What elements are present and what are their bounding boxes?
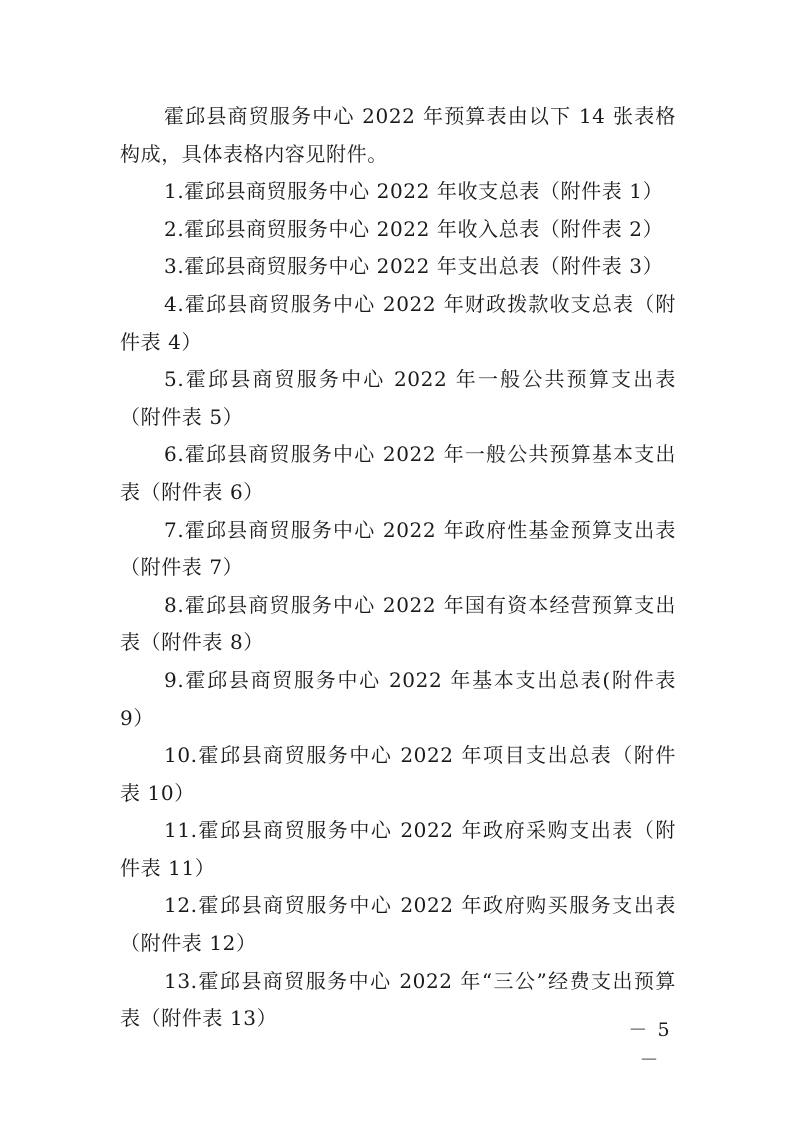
list-item: 7.霍邱县商贸服务中心 2022 年政府性基金预算支出表（附件表 7） [120, 517, 676, 580]
intro-paragraph: 霍邱县商贸服务中心 2022 年预算表由以下 14 张表格构成，具体表格内容见附件。 [120, 104, 676, 166]
list-item: 1.霍邱县商贸服务中心 2022 年收支总表（附件表 1） [164, 179, 664, 204]
document-body [120, 98, 676, 1038]
list-item: 11.霍邱县商贸服务中心 2022 年政府采购支出表（附件表 11） [120, 818, 676, 880]
list-item: 9.霍邱县商贸服务中心 2022 年基本支出总表(附件表 9） [120, 667, 676, 730]
list-item: 2.霍邱县商贸服务中心 2022 年收入总表（附件表 2） [164, 216, 664, 241]
list-item: 5.霍邱县商贸服务中心 2022 年一般公共预算支出表（附件表 5） [120, 367, 676, 429]
list-item: 8.霍邱县商贸服务中心 2022 年国有资本经营预算支出表（附件表 8） [120, 592, 676, 655]
list-item: 4.霍邱县商贸服务中心 2022 年财政拨款收支总表（附件表 4） [120, 291, 676, 354]
page-number: － 5 － [628, 1019, 672, 1071]
list-item: 6.霍邱县商贸服务中心 2022 年一般公共预算基本支出表（附件表 6） [120, 442, 676, 504]
list-item: 12.霍邱县商贸服务中心 2022 年政府购买服务支出表（附件表 12） [120, 893, 676, 956]
list-item: 13.霍邱县商贸服务中心 2022 年“三公”经费支出预算表（附件表 13） [120, 968, 676, 1031]
list-item: 10.霍邱县商贸服务中心 2022 年项目支出总表（附件表 10） [120, 743, 676, 805]
list-item: 3.霍邱县商贸服务中心 2022 年支出总表（附件表 3） [164, 254, 664, 279]
